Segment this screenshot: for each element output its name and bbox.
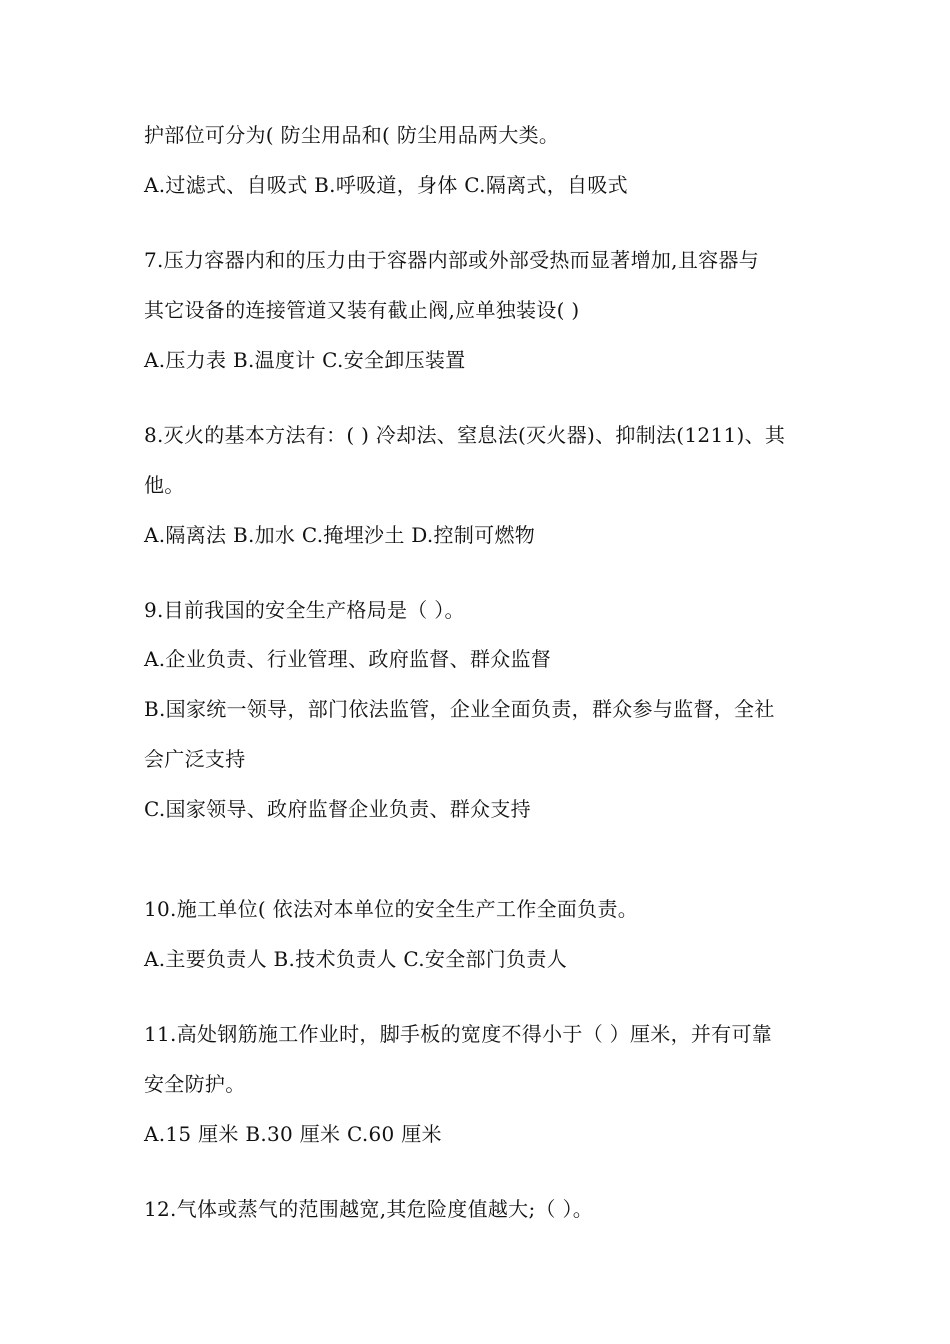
question-7-options: A.压力表 B.温度计 C.安全卸压装置	[144, 348, 466, 372]
question-11-stem-line-1: 11.高处钢筋施工作业时，脚手板的宽度不得小于（ ）厘米，并有可靠	[144, 1022, 773, 1046]
question-6-stem-continuation: 护部位可分为( 防尘用品和( 防尘用品两大类。	[144, 123, 560, 147]
question-8-stem-line-2: 他。	[144, 473, 185, 497]
question-8-options: A.隔离法 B.加水 C.掩埋沙土 D.控制可燃物	[144, 523, 536, 547]
question-6-options: A.过滤式、自吸式 B.呼吸道，身体 C.隔离式，自吸式	[144, 173, 628, 197]
question-12-stem: 12.气体或蒸气的范围越宽,其危险度值越大;（ ）。	[144, 1197, 594, 1221]
question-9-stem: 9.目前我国的安全生产格局是（ ）。	[144, 598, 465, 622]
question-9-option-b-line-2: 会广泛支持	[144, 747, 246, 771]
question-9-option-a: A.企业负责、行业管理、政府监督、群众监督	[144, 647, 552, 671]
question-10-stem: 10.施工单位( 依法对本单位的安全生产工作全面负责。	[144, 897, 639, 921]
question-9-option-c: C.国家领导、政府监督企业负责、群众支持	[144, 797, 531, 821]
question-7-stem-line-2: 其它设备的连接管道又装有截止阀,应单独装设( )	[144, 298, 580, 322]
question-8-stem-line-1: 8.灭火的基本方法有：( ) 冷却法、窒息法(灭火器)、抑制法(1211)、其	[144, 423, 786, 447]
question-9-option-b-line-1: B.国家统一领导，部门依法监管，企业全面负责，群众参与监督，全社	[144, 697, 775, 721]
question-11-options: A.15 厘米 B.30 厘米 C.60 厘米	[144, 1122, 442, 1146]
question-7-stem-line-1: 7.压力容器内和的压力由于容器内部或外部受热而显著增加,且容器与	[144, 248, 760, 272]
question-10-options: A.主要负责人 B.技术负责人 C.安全部门负责人	[144, 947, 568, 971]
question-11-stem-line-2: 安全防护。	[144, 1072, 246, 1096]
